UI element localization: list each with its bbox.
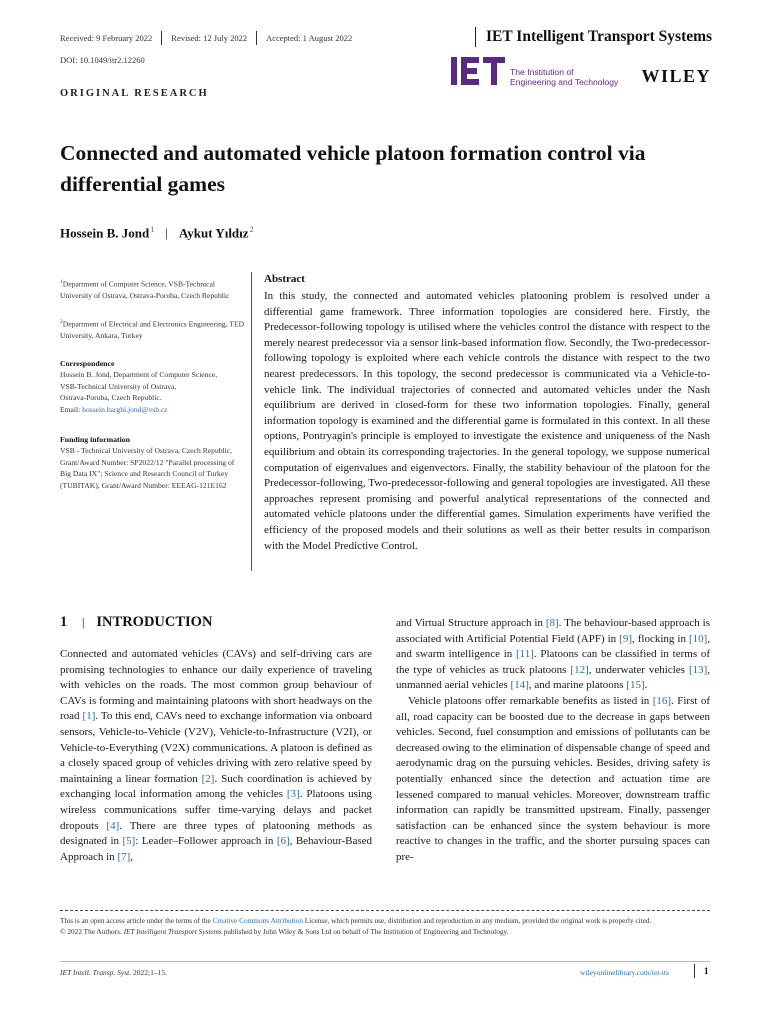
citation-link[interactable]: [8]	[545, 617, 559, 629]
text-run: . To this end, CAVs need to exchange information via onboard sensors, Vehicle-to-Vehicle (V2V), Vehicle-to-Infrastructure (V2I), or Vehicle-to-Everything (V2X) communications. A platoon is defined as a closely spaced group of vehicles driving with zero relative speed by maintaining a linear formation	[60, 710, 373, 785]
journal-url-link[interactable]: wileyonlinelibrary.com/iet-its	[580, 968, 669, 977]
text-run: . The behaviour-based approach is associated with Artificial Potential Field (APF) in	[396, 617, 710, 645]
wiley-logo: WILEY	[641, 66, 711, 86]
text-run: ,	[130, 850, 134, 863]
text-run: Vehicle platoons offer remarkable benefits as listed in	[408, 694, 653, 707]
citation-link[interactable]: [4]	[106, 819, 120, 832]
citation-link[interactable]: [1]	[82, 710, 96, 723]
publisher-logos	[451, 57, 711, 87]
cc-license-link[interactable]: Creative Commons Attribution	[212, 916, 303, 925]
received-date: Received: 9 February 2022	[60, 33, 153, 43]
abstract-text: In this study, the connected and automated vehicles platooning problem is resolved under a differential game framework. Three information topologies are considered here. Firstly, the Predecessor-following topology is utilised where the vehicles control the distance with respect to the merely nearest predecessor via a sensor link-based information flow. Secondly, the Two-predecessor-following topology is exploited where each vehicle controls the distance with respect to the two nearest predecessors. In this topology, the second predecessor is communicated via a Vehicle-to-vehicle link. The individual trajectories of connected and automated vehicles under the Nash equilibrium are derived in closed-form for these two information topologies. Finally, general information topology is examined and the differential game is formulated in this context. In all these options, Pontryagin's principle is employed to investigate the existence and uniqueness of the Nash equilibrium and obtain its corresponding trajectories. In the general topology, we suppose numerical computation of eigenvalues and eigenvectors. Finally, the stability behaviour of the platoon for the Predecessor-following, Two-predecessor-following and general topologies are investigated. All these approaches represent promising and powerful analytical representations of the connected and automated vehicle platoons under the differential games. Simulation experiments have verified the efficiency of the proposed models and their solutions as well as their better results in comparison with the Model Predictive Control.	[264, 290, 710, 552]
paragraph	[396, 694, 710, 866]
author-name[interactable]: Aykut Yıldız$^2$	[178, 225, 254, 241]
citation-link[interactable]: [5]	[122, 835, 136, 848]
paragraph	[60, 647, 372, 865]
text-run: .	[644, 679, 648, 692]
text-run: , underwater vehicles	[588, 663, 689, 676]
text-run: . There are three types of platooning methods as designated in	[60, 819, 373, 848]
text-run: Connected and automated vehicles (CAVs) and self-driving cars are promising technologies to enhance our daily experience of traveling with vehicles on the roads. The most common group behaviour of CAVs is forming and maintaining platoons with short headways on the road	[60, 648, 372, 723]
abstract-heading: Abstract	[264, 273, 305, 285]
citation-link[interactable]: [13]	[688, 663, 708, 676]
citation-link[interactable]: [14]	[510, 679, 529, 692]
doi[interactable]: DOI: 10.1049/itr2.12260	[60, 55, 145, 65]
correspondence-block: Correspondence Hossein B. Jond, Department of Computer Science, VSB-Technical University of Ostrava, Ostrava-Poruba, Czech Republic. Email: hossein.barghi.jond@vsb.cz	[60, 359, 218, 414]
text-run: , Behaviour-Based Approach in	[60, 835, 372, 863]
citation-link[interactable]: [3]	[286, 788, 300, 801]
affiliation: $^1$Department of Computer Science, VSB-Technical University of Ostrava, Ostrava-Poruba, Czech Republic	[60, 279, 230, 300]
citation-link[interactable]: [7]	[117, 850, 131, 863]
author-list	[60, 225, 254, 241]
footer-divider	[60, 961, 710, 962]
citation-footer: IET Intell. Transp. Syst. 2022;1–15.	[60, 968, 167, 977]
author-name[interactable]: Hossein B. Jond$^1$	[60, 225, 155, 241]
iet-logo-icon	[451, 57, 507, 85]
text-run: and Virtual Structure approach in	[396, 617, 546, 629]
citation-link[interactable]: [16]	[652, 694, 672, 707]
citation-link[interactable]: [10]	[688, 632, 708, 645]
funding-block: Funding information VSB - Technical University of Ostrava, Czech Republic, Grant/Award Number: SP2022/12 "Parallel processing of Big Data IX"; Science and Research Council of Turkey (TUBITAK), Grant/Award Number: EEEAG-121E162	[60, 435, 235, 490]
article-type: ORIGINAL RESEARCH	[60, 88, 209, 99]
citation-link[interactable]: [2]	[201, 772, 215, 785]
footer-page-divider	[694, 964, 695, 978]
article-title: Connected and automated vehicle platoon formation control via differential games	[60, 141, 646, 196]
citation-link[interactable]: [12]	[570, 663, 589, 676]
body-column-left	[60, 647, 372, 865]
license-notice: This is an open access article under the terms of the Creative Commons Attribution License, which permits use, distribution and reproduction in any medium, provided the original work is properly cited. © 2022 The Authors. IET Intelligent Transport Systems published by John Wiley & Sons Ltd on behalf of The Institution of Engineering and Technology.	[60, 916, 652, 936]
paragraph	[396, 616, 710, 694]
license-divider	[60, 910, 710, 911]
journal-title: IET Intelligent Transport Systems	[486, 28, 713, 45]
text-run: , and marine platoons	[528, 679, 627, 692]
date-divider	[256, 31, 257, 45]
citation-link[interactable]: [11]	[515, 648, 534, 661]
text-run: , flocking in	[632, 632, 689, 645]
text-run: : Leader–Follower approach in	[135, 835, 277, 848]
section-heading: 1 | INTRODUCTION	[60, 614, 213, 630]
author-separator: |	[165, 225, 168, 241]
citation-link[interactable]: [9]	[619, 632, 632, 645]
text-run: . Such coordination is achieved by exchanging local information among the vehicles	[60, 772, 372, 801]
text-run: . Platoons can be classified in terms of the type of vehicles as truck platoons	[396, 648, 710, 676]
citation-link[interactable]: [6]	[276, 835, 290, 848]
accepted-date: Accepted: 1 August 2022	[266, 33, 353, 43]
text-run: . Platoons using wireless communications suffer time-varying delays and packet dropouts	[60, 788, 372, 832]
email-link[interactable]: hossein.barghi.jond@vsb.cz	[82, 404, 168, 414]
text-run: , and swarm intelligence in	[396, 632, 711, 661]
body-column-right	[396, 616, 710, 866]
page-number: 1	[704, 966, 709, 976]
text-run: . First of all, road capacity can be boosted due to the decrease in gaps between vehicles. Second, fuel consumption and emissions of pollutants can be decreased owing to the elimination of dispensable change of speed and aerodynamic drag on the pursuing vehicles. Besides, driving safety is potentially enhanced since the detection and actuation time are lessened compared to manual vehicles. Moreover, downstream traffic information can rapidly be transmitted upstream. Finally, passenger satisfaction can be enhanced since the system behaviour is more reactive to changes in the traffic, and the shorter pursuing spaces can pre-	[396, 694, 710, 863]
article-dates	[60, 31, 352, 45]
date-divider	[161, 31, 162, 45]
journal-divider	[475, 27, 476, 47]
revised-date: Revised: 12 July 2022	[171, 33, 248, 43]
text-run: , unmanned aerial vehicles	[396, 663, 711, 692]
affiliation: $^2$Department of Electrical and Electronics Engineering, TED University, Ankara, Turkey	[60, 319, 245, 340]
citation-link[interactable]: [15]	[626, 679, 645, 692]
iet-institution-name: The Institution of Engineering and Technology	[510, 67, 619, 87]
column-divider	[251, 272, 252, 571]
